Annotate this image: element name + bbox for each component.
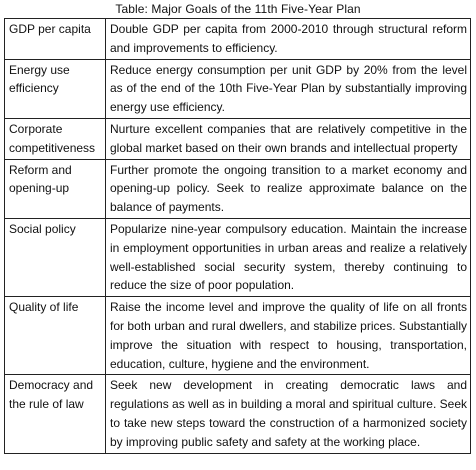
- row-description: Seek new development in creating democratic laws and regulations as well as in building a moral and spiritual culture. Seek to take new steps toward the construction of a harmonized society by improving public safety and safety at the working place.: [106, 375, 471, 453]
- table-row: [5, 375, 471, 453]
- table-row: [5, 19, 471, 60]
- row-description: Popularize nine-year compulsory education. Maintain the increase in employment opportunities in urban areas and realize a relatively well-established social security system, thereby continuing to reduce the size of poor population.: [106, 218, 471, 296]
- table-row: [5, 297, 471, 375]
- row-category: Democracy and the rule of law: [5, 375, 106, 453]
- table-row: [5, 218, 471, 296]
- goals-table: [4, 18, 471, 454]
- table-row: [5, 159, 471, 218]
- table-caption: Table: Major Goals of the 11th Five-Year Plan: [115, 2, 361, 16]
- row-description: Nurture excellent companies that are relatively competitive in the global market based on their own brands and intellectual property: [106, 118, 471, 159]
- row-description: Reduce energy consumption per unit GDP by 20% from the level as of the end of the 10th Five-Year Plan by substantially improving energy use efficiency.: [106, 59, 471, 118]
- row-description: Double GDP per capita from 2000-2010 through structural reform and improvements to efficiency.: [106, 19, 471, 60]
- row-category: Energy use efficiency: [5, 59, 106, 118]
- row-category: Social policy: [5, 218, 106, 296]
- row-category: GDP per capita: [5, 19, 106, 60]
- row-category: Corporate competitiveness: [5, 118, 106, 159]
- row-description: Further promote the ongoing transition to a market economy and opening-up policy. Seek to realize approximate balance on the balance of payments.: [106, 159, 471, 218]
- row-category: Quality of life: [5, 297, 106, 375]
- row-description: Raise the income level and improve the quality of life on all fronts for both urban and rural dwellers, and stabilize prices. Substantially improve the situation with respect to housing, transportation, education, culture, hygiene and the environment.: [106, 297, 471, 375]
- table-row: [5, 59, 471, 118]
- row-category: Reform and opening-up: [5, 159, 106, 218]
- table-row: [5, 118, 471, 159]
